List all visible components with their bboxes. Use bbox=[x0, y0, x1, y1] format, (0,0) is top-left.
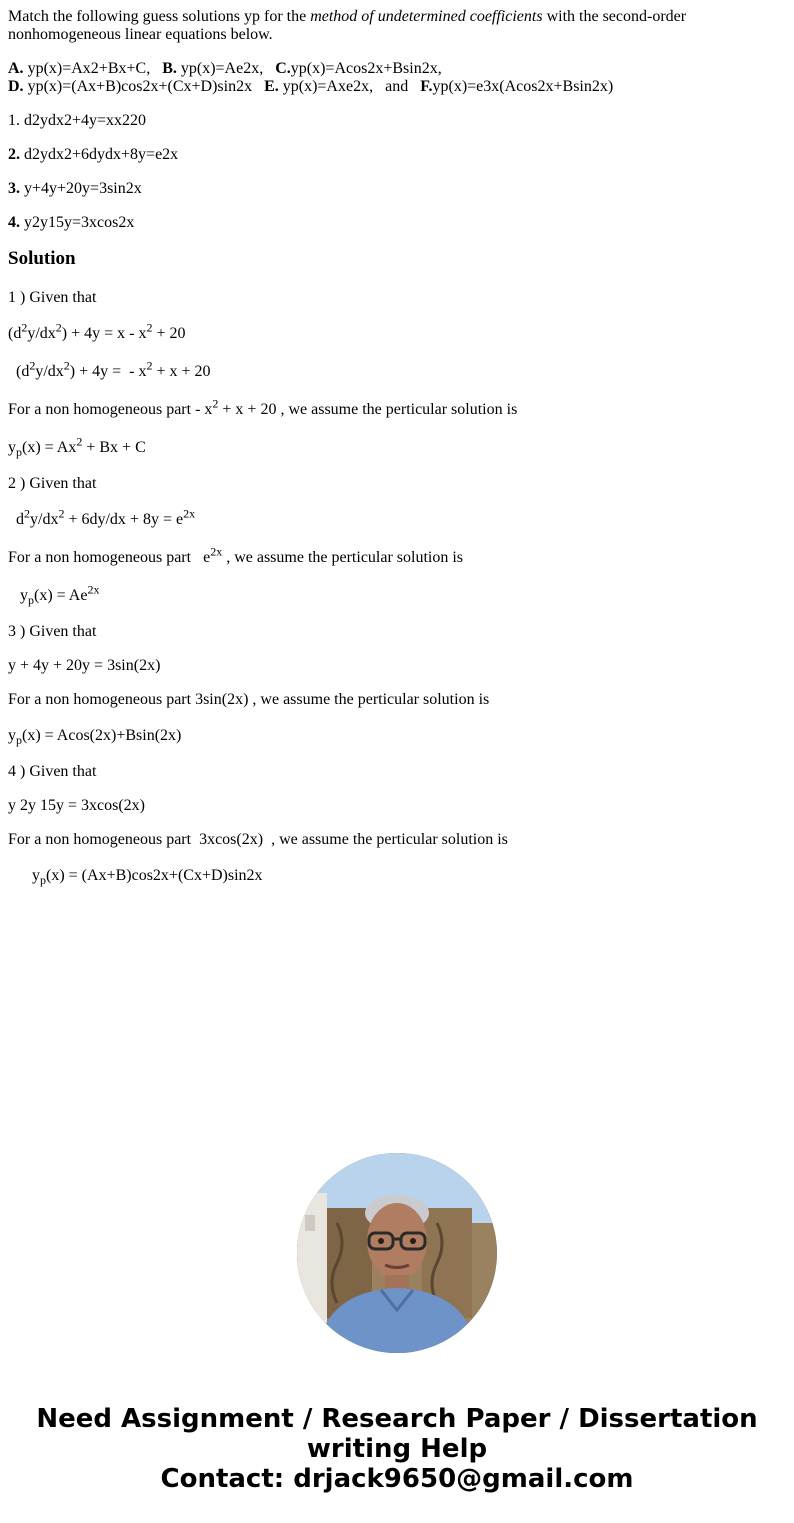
question-number: 2. bbox=[8, 146, 20, 163]
question-text: y2y15y=3xcos2x bbox=[20, 214, 135, 231]
solution-heading: Solution bbox=[8, 248, 76, 269]
question-number: 1. bbox=[8, 112, 20, 129]
option-e-letter: E. bbox=[264, 78, 279, 95]
eq-text: For a non homogeneous part e bbox=[8, 549, 211, 566]
question-text: d2ydx2+6dydx+8y=e2x bbox=[20, 146, 179, 163]
eq-subscript: p bbox=[16, 445, 22, 460]
option-f-text: yp(x)=e3x(Acos2x+Bsin2x) bbox=[432, 78, 614, 95]
step-4-assumption: For a non homogeneous part 3xcos(2x) , we assume the perticular solution is bbox=[8, 831, 508, 848]
eq-text: + 20 bbox=[152, 325, 186, 342]
eq-exponent: 2x bbox=[183, 506, 196, 521]
step-1-equation bbox=[8, 320, 708, 345]
intro-emphasis: method of undetermined coefficients bbox=[310, 8, 543, 25]
step-4-particular-solution bbox=[8, 865, 708, 887]
step-4-given: 4 ) Given that bbox=[8, 763, 97, 780]
step-1-given: 1 ) Given that bbox=[8, 289, 97, 306]
eq-subscript: p bbox=[28, 593, 34, 608]
step-2-assumption bbox=[8, 544, 708, 569]
eq-text: y bbox=[8, 439, 16, 456]
footer-line-2: writing Help bbox=[306, 1434, 488, 1464]
eq-text: y bbox=[8, 727, 16, 744]
question-1 bbox=[8, 112, 708, 130]
eq-text: y/dx bbox=[27, 325, 56, 342]
option-e-text: yp(x)=Axe2x, and bbox=[278, 78, 421, 95]
promo-footer bbox=[0, 1404, 794, 1494]
step-4-equation: y 2y 15y = 3xcos(2x) bbox=[8, 797, 146, 814]
eq-text: ) + 4y = x - x bbox=[61, 325, 147, 342]
eq-text: For a non homogeneous part - x bbox=[8, 401, 213, 418]
eq-exponent: 2x bbox=[210, 544, 223, 559]
eq-text: + x + 20 , we assume the perticular solution is bbox=[218, 401, 518, 418]
step-3-equation: y + 4y + 20y = 3sin(2x) bbox=[8, 657, 161, 674]
eq-text: (x) = Ae bbox=[34, 587, 88, 604]
eq-text: + 6dy/dx + 8y = e bbox=[64, 511, 184, 528]
step-3-given: 3 ) Given that bbox=[8, 623, 97, 640]
step-1-assumption bbox=[8, 396, 708, 421]
portrait-illustration bbox=[297, 1153, 497, 1353]
question-2 bbox=[8, 146, 708, 164]
eq-exponent: 2 bbox=[146, 358, 153, 373]
eq-text: (d bbox=[8, 363, 30, 380]
eq-exponent: 2x bbox=[87, 582, 100, 597]
option-a-letter: A. bbox=[8, 60, 24, 77]
eq-text: (x) = (Ax+B)cos2x+(Cx+D)sin2x bbox=[46, 867, 263, 884]
intro-paragraph bbox=[8, 8, 708, 44]
step-2-equation bbox=[8, 506, 708, 531]
eq-exponent: 2 bbox=[55, 320, 62, 335]
intro-text: Match the following guess solutions yp for the bbox=[8, 8, 311, 25]
eq-text: (d bbox=[8, 325, 22, 342]
answer-options bbox=[8, 60, 708, 96]
option-d-text: yp(x)=(Ax+B)cos2x+(Cx+D)sin2x bbox=[23, 78, 265, 95]
option-f-letter: F. bbox=[420, 78, 433, 95]
eq-text: (x) = Ax bbox=[22, 439, 77, 456]
step-3-particular-solution bbox=[8, 725, 708, 747]
eq-exponent: 2 bbox=[212, 396, 219, 411]
eq-text: d bbox=[8, 511, 24, 528]
solution-body bbox=[8, 289, 708, 887]
eq-text: + Bx + C bbox=[82, 439, 146, 456]
eq-text: y bbox=[8, 867, 40, 884]
eq-subscript: p bbox=[16, 733, 22, 748]
option-b-letter: B. bbox=[162, 60, 177, 77]
eq-text: , we assume the perticular solution is bbox=[222, 549, 464, 566]
eq-text: y/dx bbox=[30, 511, 59, 528]
question-number: 4. bbox=[8, 214, 20, 231]
option-c-letter: C. bbox=[275, 60, 291, 77]
footer-line-1: Need Assignment / Research Paper / Dissertation bbox=[36, 1404, 758, 1434]
eq-text: + x + 20 bbox=[152, 363, 211, 380]
intro-text-end: with the second-order nonhomogeneous linear equations below. bbox=[8, 8, 687, 43]
eq-exponent: 2 bbox=[146, 320, 153, 335]
eq-exponent: 2 bbox=[63, 358, 70, 373]
eq-exponent: 2 bbox=[24, 506, 30, 521]
eq-exponent: 2 bbox=[58, 506, 65, 521]
author-photo bbox=[297, 1153, 497, 1353]
step-2-given: 2 ) Given that bbox=[8, 475, 97, 492]
eq-exponent: 2 bbox=[21, 320, 28, 335]
eq-text: y/dx bbox=[35, 363, 64, 380]
question-number: 3. bbox=[8, 180, 20, 197]
eq-exponent: 2 bbox=[29, 358, 36, 373]
question-text: d2ydx2+4y=xx220 bbox=[20, 112, 147, 129]
step-2-particular-solution bbox=[8, 582, 708, 608]
option-a-text: yp(x)=Ax2+Bx+C, bbox=[23, 60, 163, 77]
question-3 bbox=[8, 180, 708, 198]
eq-text: y bbox=[8, 587, 28, 604]
option-d-letter: D. bbox=[8, 78, 24, 95]
step-1-rearranged bbox=[8, 358, 708, 383]
step-3-assumption: For a non homogeneous part 3sin(2x) , we assume the perticular solution is bbox=[8, 691, 490, 708]
eq-text: ) + 4y = - x bbox=[69, 363, 147, 380]
question-text: y+4y+20y=3sin2x bbox=[20, 180, 142, 197]
option-b-text: yp(x)=Ae2x, bbox=[176, 60, 276, 77]
question-4 bbox=[8, 214, 708, 232]
footer-contact: Contact: drjack9650@gmail.com bbox=[160, 1464, 634, 1494]
document-body bbox=[8, 8, 708, 903]
eq-text: (x) = Acos(2x)+Bsin(2x) bbox=[22, 727, 182, 744]
eq-subscript: p bbox=[40, 873, 46, 888]
option-c-text: yp(x)=Acos2x+Bsin2x, bbox=[290, 60, 442, 77]
step-1-particular-solution bbox=[8, 434, 708, 460]
eq-exponent: 2 bbox=[76, 434, 83, 449]
